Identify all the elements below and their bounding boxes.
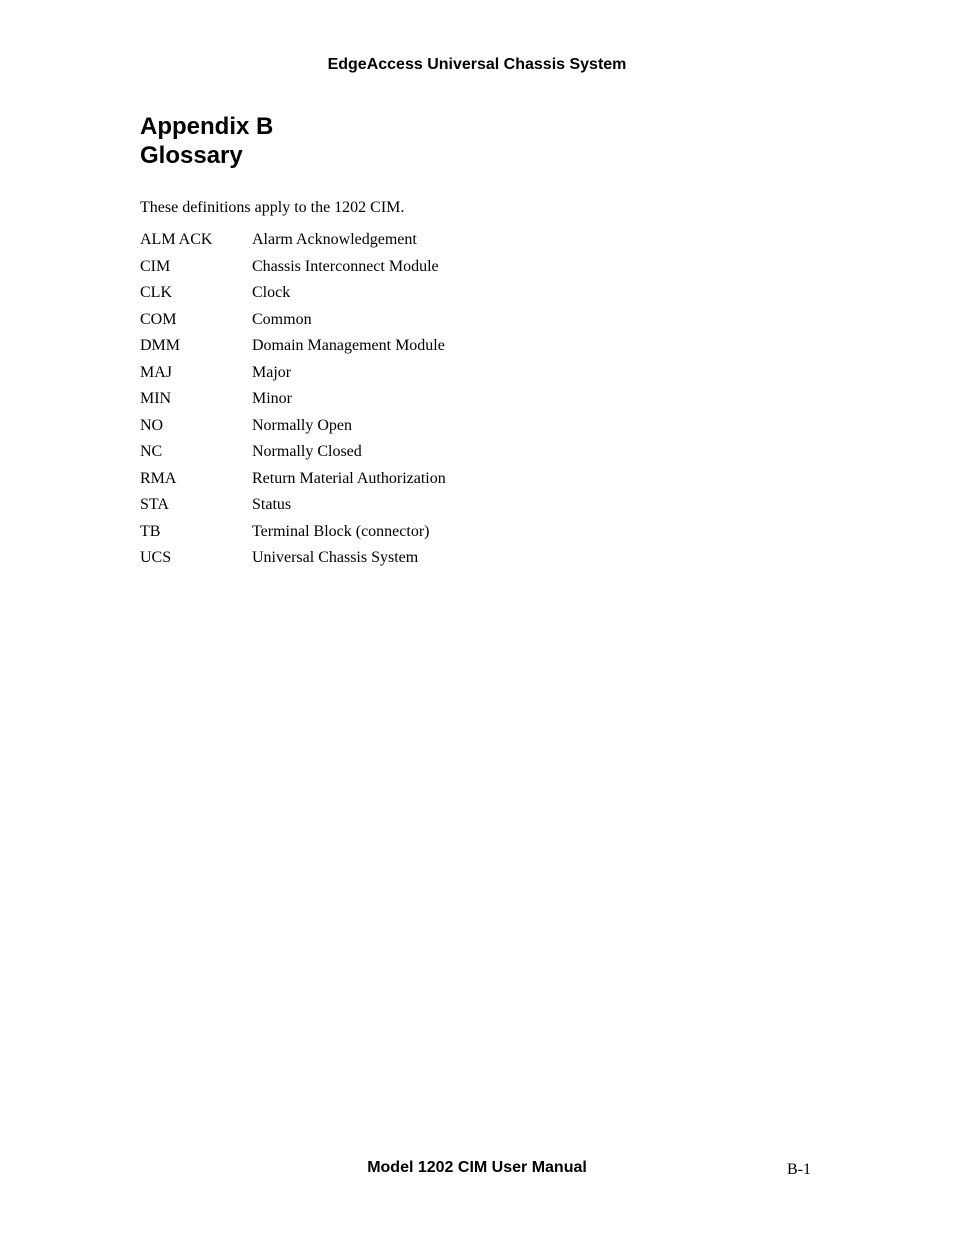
glossary-row [140,310,640,337]
glossary-definition: Chassis Interconnect Module [252,257,439,275]
glossary-term: ALM ACK [140,231,213,248]
glossary-definition: Normally Closed [252,443,362,460]
page-number: B-1 [787,1161,811,1178]
appendix-label: Appendix B [140,113,274,140]
glossary-heading: Glossary [140,142,243,169]
glossary-term: RMA [140,469,177,487]
glossary-definition: Major [252,363,292,381]
intro-text: These definitions apply to the 1202 CIM. [140,199,405,216]
glossary-term: STA [140,496,169,513]
glossary-definition: Terminal Block (connector) [252,522,430,540]
glossary-definition: Domain Management Module [252,337,445,354]
glossary-row [140,548,640,575]
glossary-row [140,257,640,284]
glossary-definition: Clock [252,284,291,301]
glossary-definition: Normally Open [252,416,352,434]
glossary-term: UCS [140,549,172,566]
glossary-term: MIN [140,390,172,407]
glossary-row [140,522,640,549]
glossary-definition: Alarm Acknowledgement [252,231,417,248]
glossary-row [140,336,640,363]
glossary-row [140,442,640,469]
glossary-row [140,389,640,416]
glossary-row [140,363,640,390]
glossary-row [140,495,640,522]
glossary-term: MAJ [140,363,173,381]
glossary-definition: Return Material Authorization [252,469,446,487]
glossary-row [140,469,640,496]
page-title [140,112,273,170]
glossary-term: DMM [140,337,181,354]
glossary-definition: Universal Chassis System [252,549,419,566]
glossary-list [140,230,640,575]
glossary-definition: Status [252,496,292,513]
glossary-term: TB [140,522,161,540]
glossary-row [140,416,640,443]
glossary-definition: Minor [252,390,292,407]
glossary-term: CLK [140,284,172,301]
glossary-term: NC [140,443,163,460]
glossary-definition: Common [252,310,312,328]
running-header: EdgeAccess Universal Chassis System [327,56,627,73]
glossary-term: NO [140,416,164,434]
glossary-row [140,283,640,310]
footer-manual-title: Model 1202 CIM User Manual [367,1159,587,1176]
glossary-row [140,230,640,257]
glossary-term: CIM [140,257,171,275]
glossary-term: COM [140,310,177,328]
